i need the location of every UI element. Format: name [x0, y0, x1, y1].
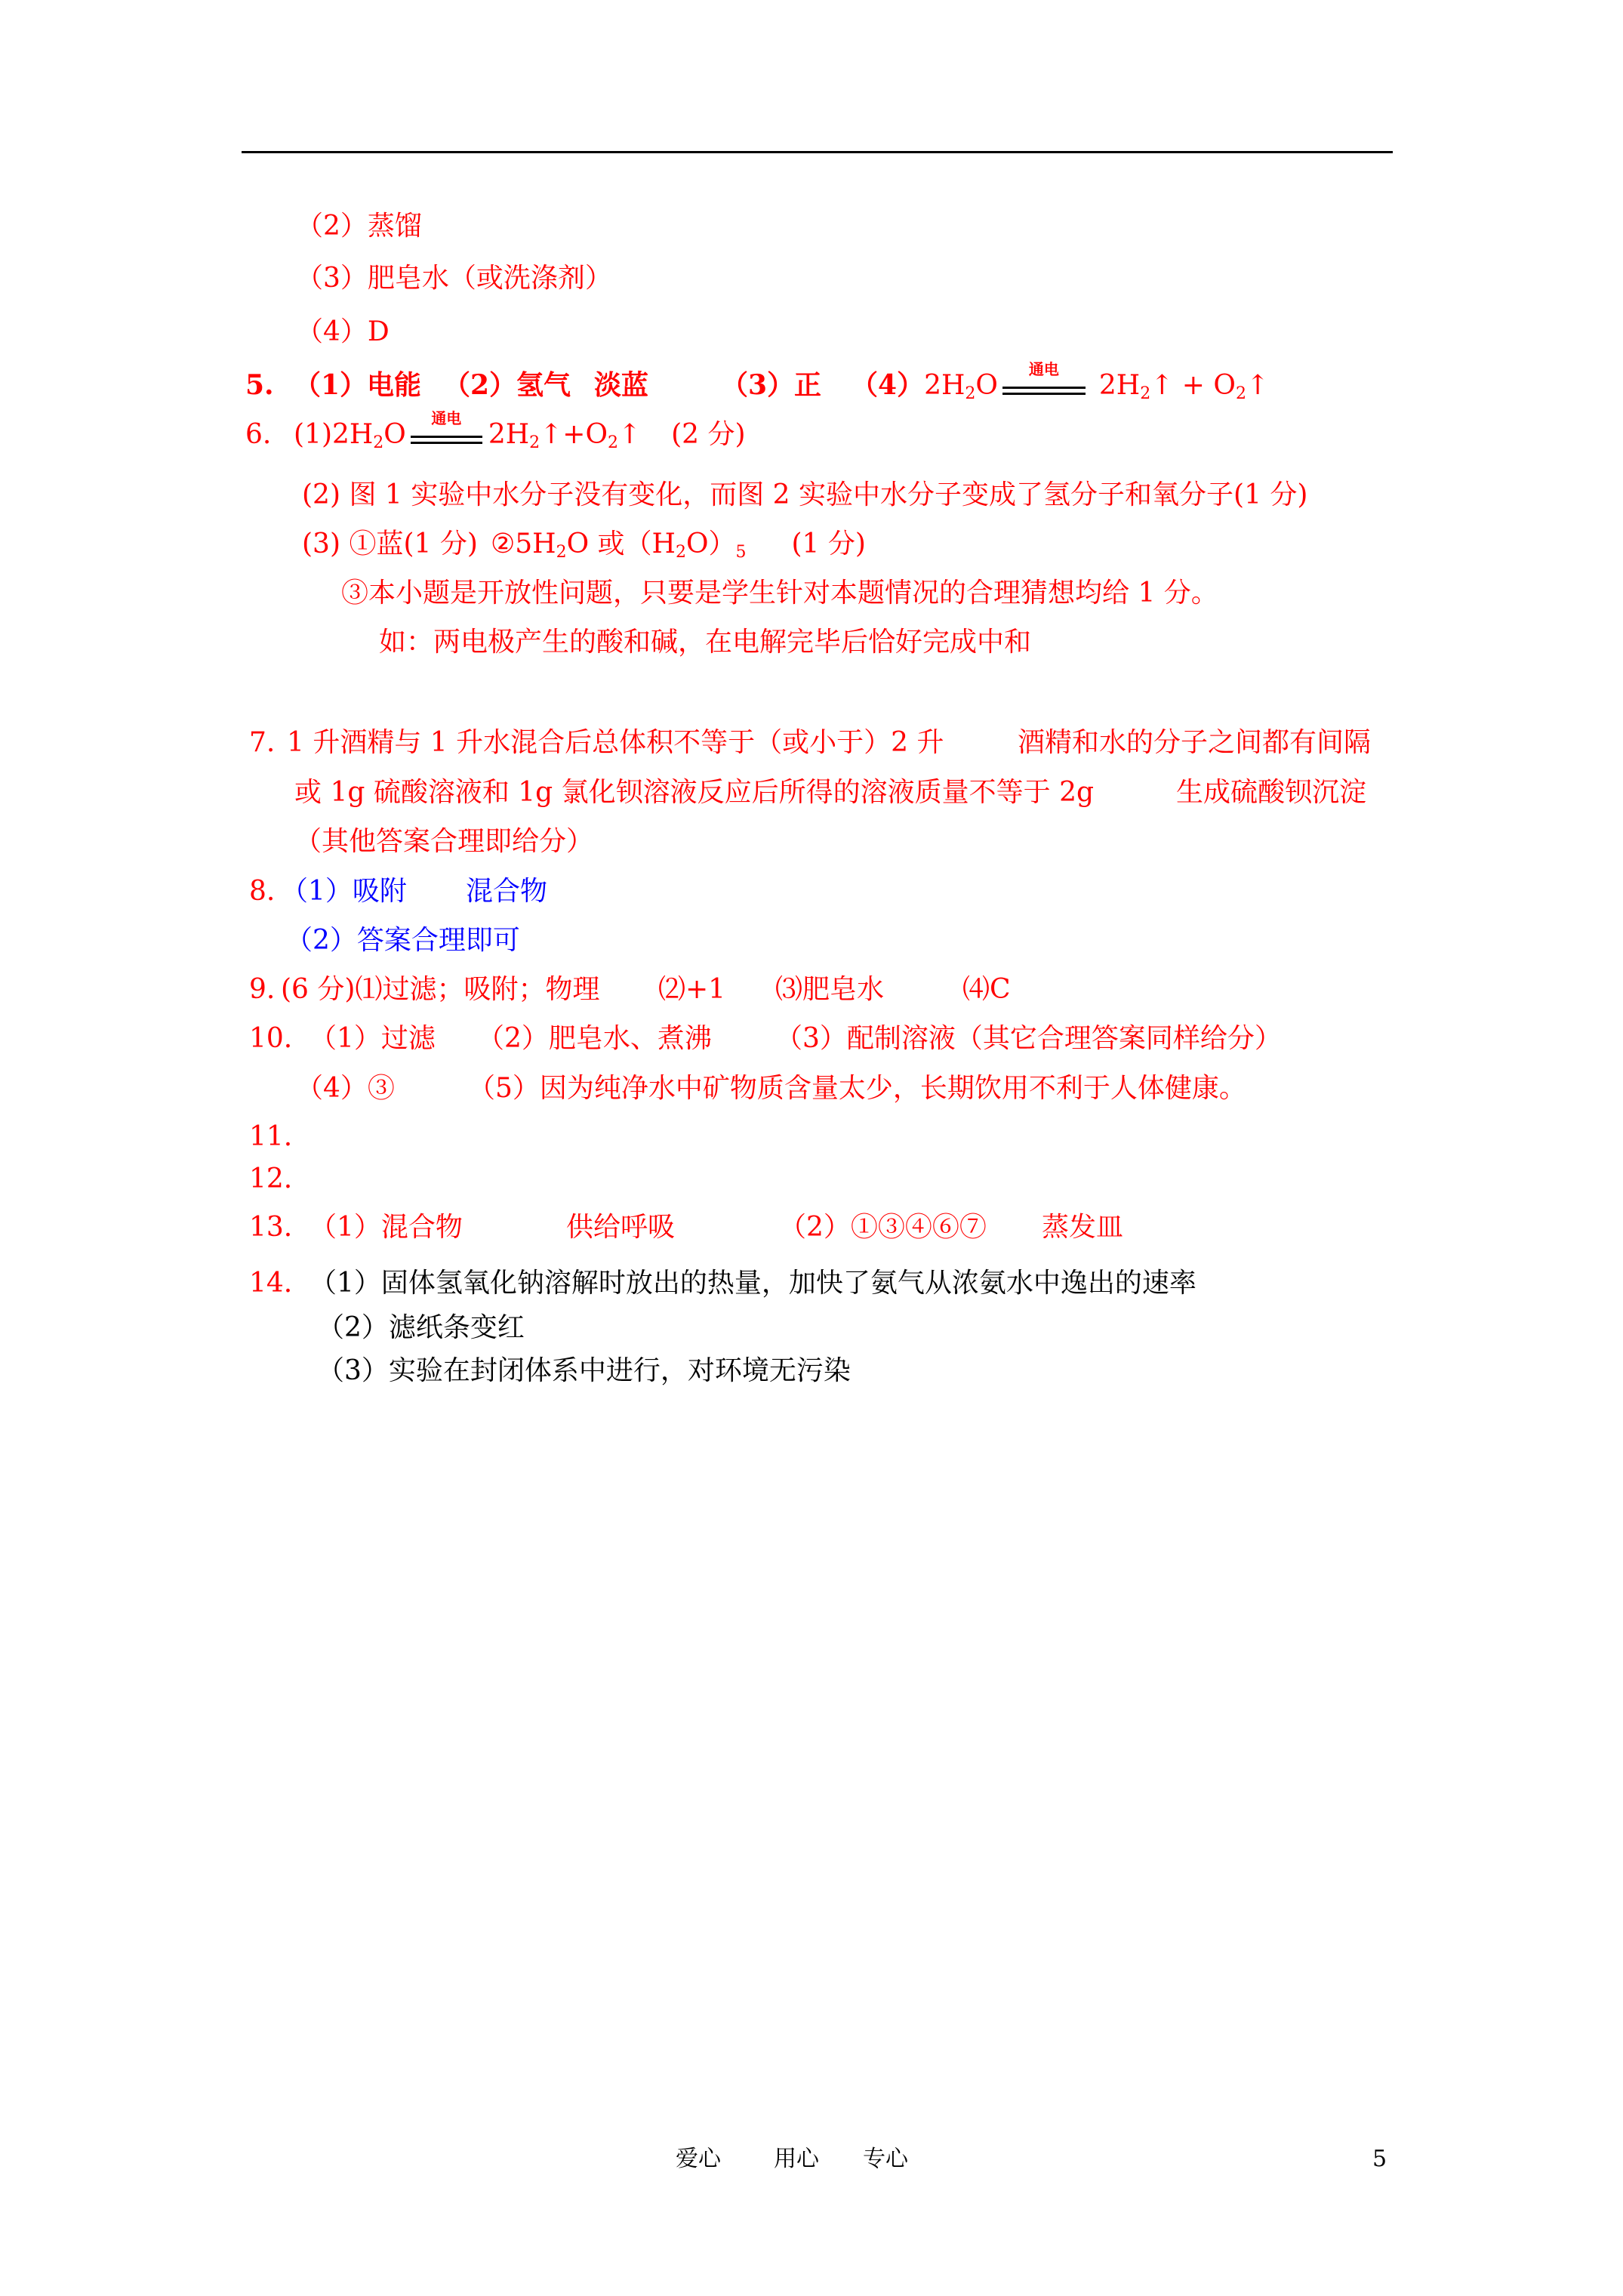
- q5-answer-2: （2）氢气: [443, 369, 571, 401]
- q6-line-5: 如：两电极产生的酸和碱，在电解完毕后恰好完成中和: [379, 627, 1032, 658]
- q5-answer-1: （1）电能: [294, 369, 422, 401]
- q5-equation: $2H_2O$ 通电 $2H_2↑$ + $O_2↑$: [924, 360, 1270, 403]
- q14-line-2: （2）滤纸条变红: [317, 1312, 525, 1343]
- electrolysis-equals-sign: 通电: [411, 425, 482, 448]
- q7-line-1: 7. 1 升酒精与 1 升水混合后总体积不等于（或小于）2 升 酒精和水的分子之间都有间隔: [249, 727, 1372, 758]
- q5-line: [245, 360, 1270, 404]
- q9-line: 9. (6 分)⑴过滤；吸附；物理 ⑵+1 ⑶肥皂水 ⑷C: [249, 974, 1011, 1005]
- q14-line-1: 14. （1）固体氢氧化钠溶解时放出的热量，加快了氨气从浓氨水中逸出的速率: [249, 1268, 1196, 1299]
- q6-line-2: (2) 图 1 实验中水分子没有变化，而图 2 实验中水分子变成了氢分子和氧分子(1 分): [302, 479, 1308, 510]
- q7-line-3: （其他答案合理即给分）: [294, 826, 594, 857]
- q14-line-3: （3）实验在封闭体系中进行，对环境无污染: [317, 1355, 851, 1386]
- q4-answer-4: （4）D: [296, 316, 390, 347]
- q12-number: 12.: [249, 1163, 293, 1194]
- q5-answer-3: （3）正: [721, 369, 822, 401]
- q4-answer-2: （2）蒸馏: [296, 211, 422, 242]
- q6-line-3: (3) ①蓝(1 分) $②5H_2O$ 或$(H_2O)_5$ (1 分): [302, 529, 866, 562]
- q6-line-1: 6. $(1)2H_2O$ 通电 $2H_2↑+O_2↑$ (2 分): [245, 409, 746, 452]
- q5-answer-2b: 淡蓝: [594, 369, 649, 401]
- q8-line-2: （2）答案合理即可: [285, 925, 520, 956]
- q8-line-1: 8. （1）吸附 混合物: [249, 876, 548, 907]
- q6-score: (2 分): [671, 419, 746, 450]
- q10-line-2: （4）③ （5）因为纯净水中矿物质含量太少，长期饮用不利于人体健康。: [296, 1073, 1246, 1104]
- q6-line-4: ③本小题是开放性问题，只要是学生针对本题情况的合理猜想均给 1 分。: [341, 578, 1218, 609]
- q13-line: 13. （1）混合物 供给呼吸 （2）①③④⑥⑦ 蒸发皿: [249, 1212, 1124, 1243]
- q7-line-2: 或 1g 硫酸溶液和 1g 氯化钡溶液反应后所得的溶液质量不等于 2g 生成硫酸钡沉淀: [294, 777, 1367, 808]
- footer-motto-3: 专心: [863, 2146, 908, 2172]
- q4-answer-3: （3）肥皂水（或洗涤剂）: [296, 263, 612, 294]
- q5-number: 5.: [245, 369, 274, 401]
- q11-number: 11.: [249, 1121, 293, 1152]
- footer-motto-1: 爱心: [676, 2146, 721, 2172]
- header-rule: [242, 151, 1393, 153]
- page-number: 5: [1372, 2146, 1387, 2172]
- q5-answer-4: （4）: [851, 369, 925, 401]
- q10-line-1: 10. （1）过滤 （2）肥皂水、煮沸 （3）配制溶液（其它合理答案同样给分）: [249, 1023, 1282, 1054]
- q6-number: 6.: [245, 419, 272, 450]
- footer-motto-2: 用心: [774, 2146, 819, 2172]
- electrolysis-equals-sign: 通电: [1002, 376, 1086, 399]
